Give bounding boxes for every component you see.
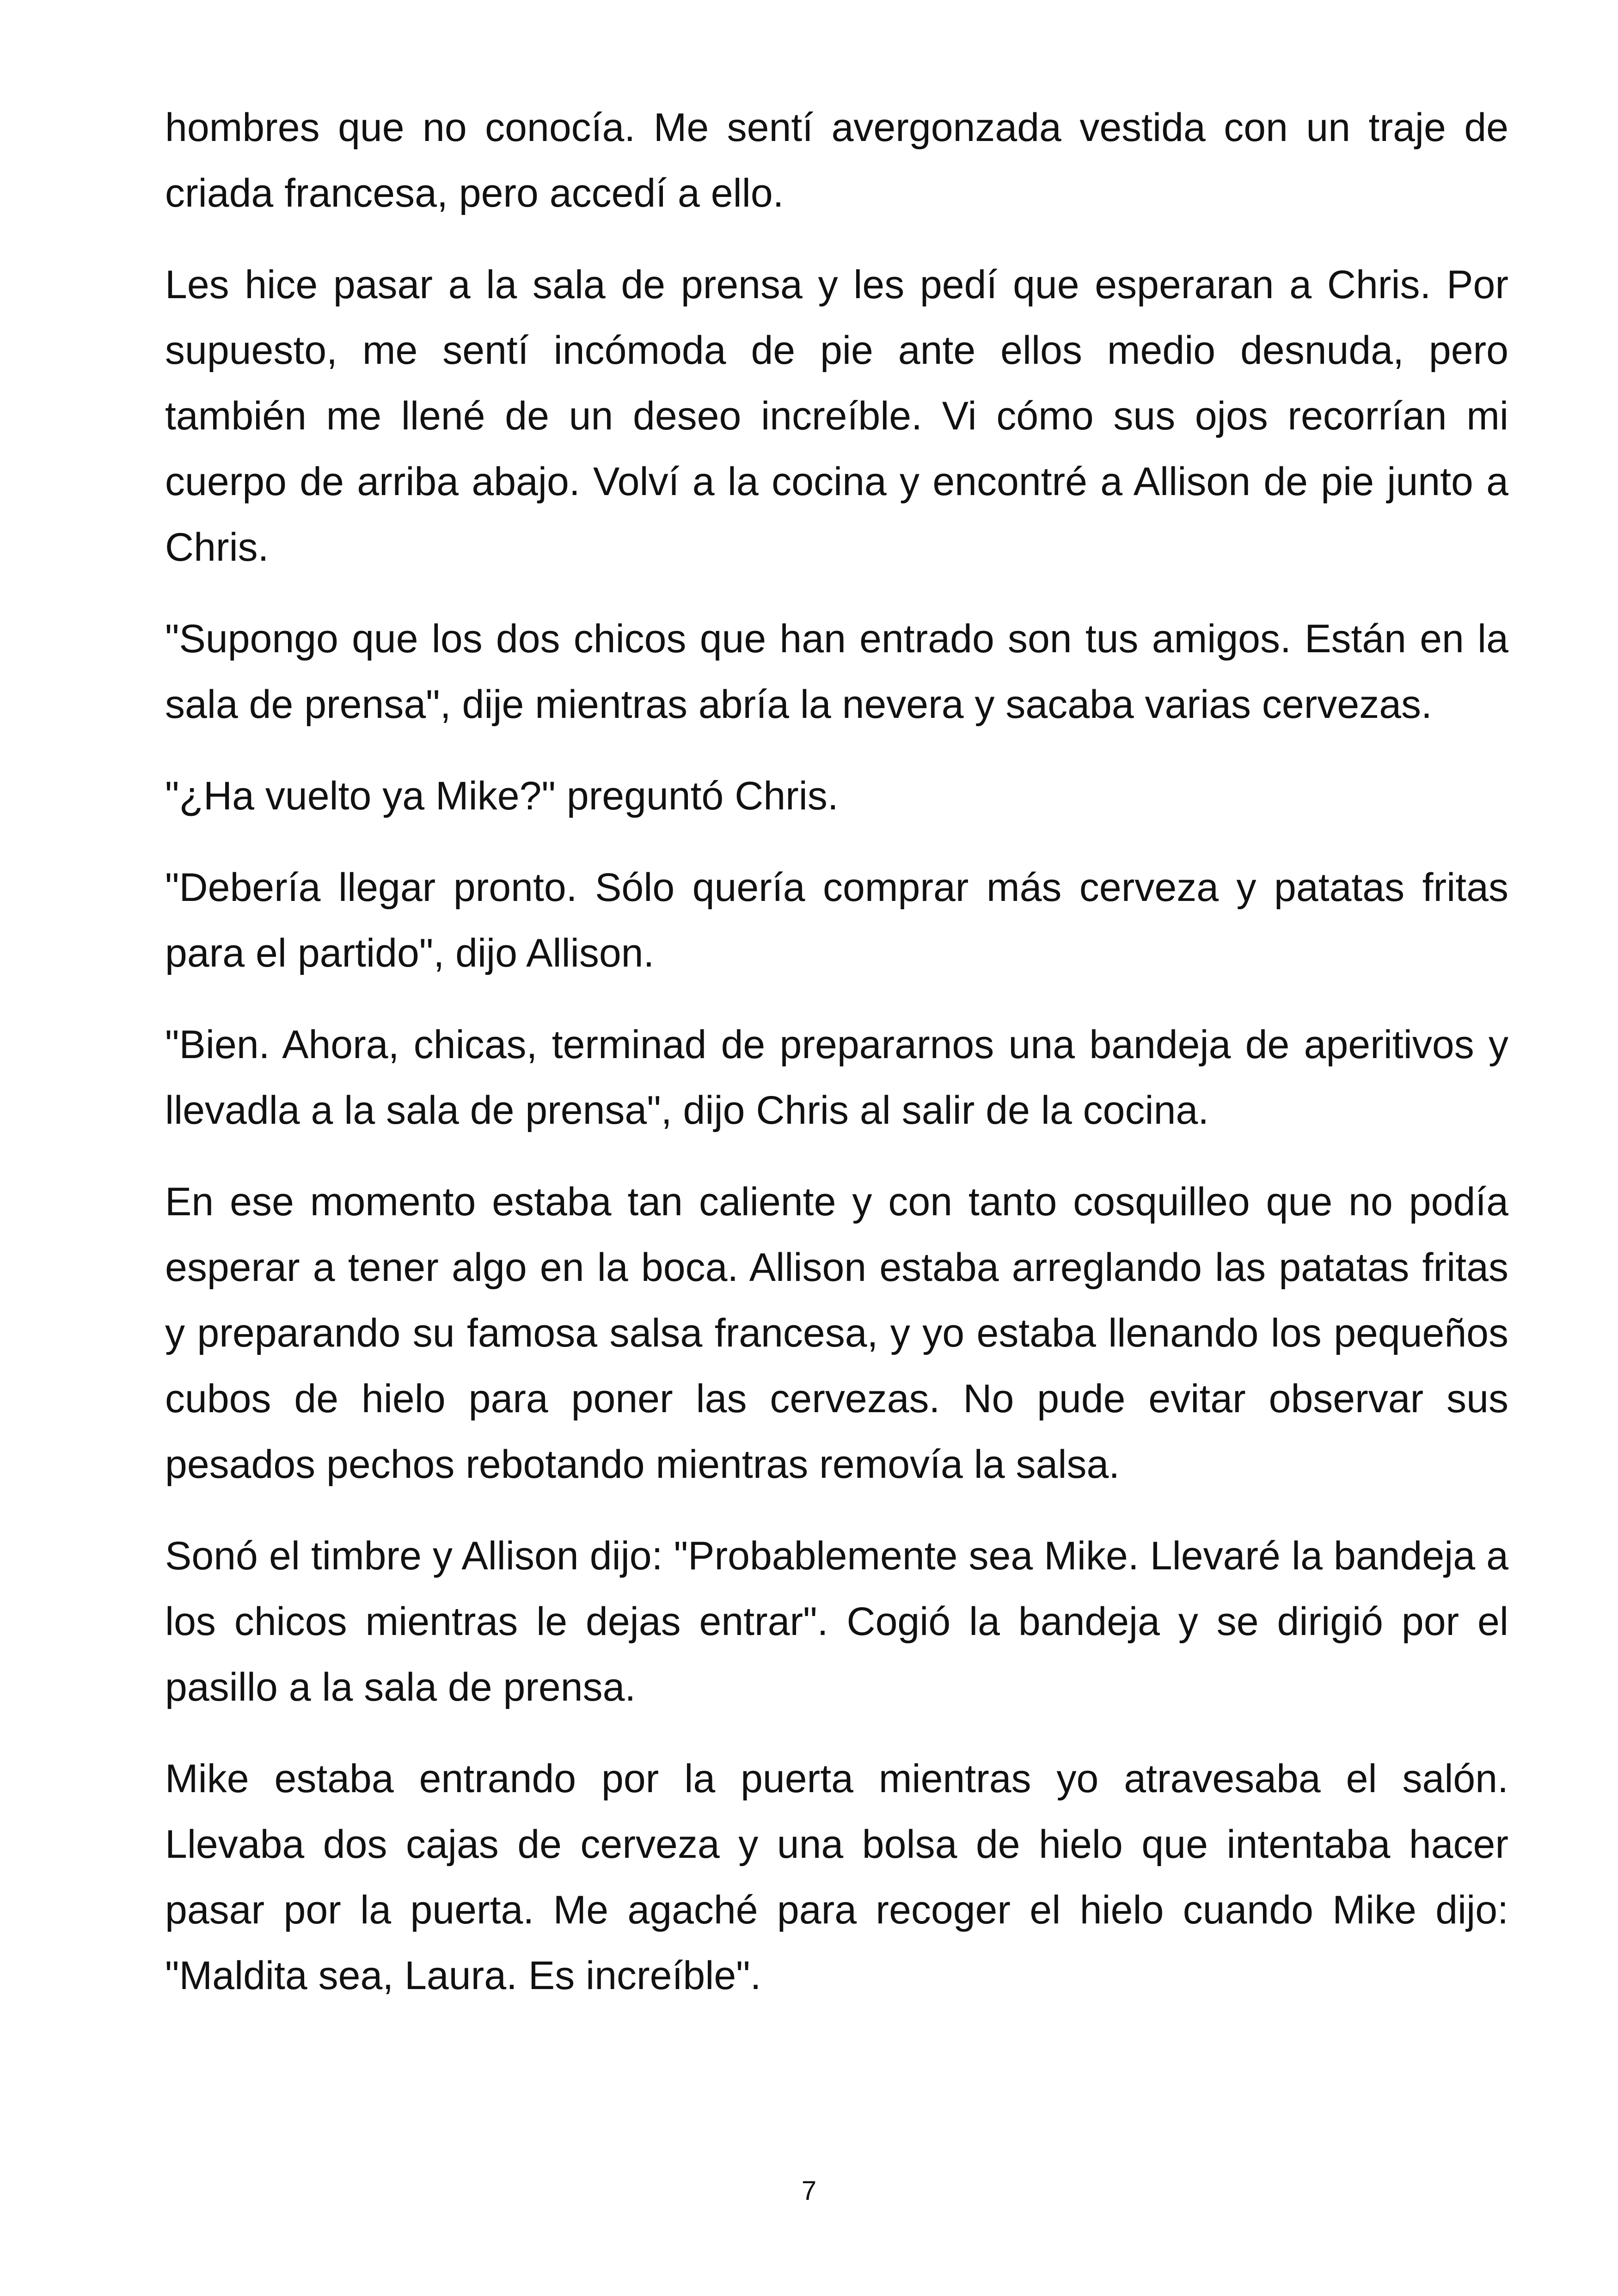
paragraph: "Bien. Ahora, chicas, terminad de prepararnos una bandeja de aperitivos y llevadla a la sala de prensa", dijo Chris al salir de la cocina. [165,1022,1508,1133]
paragraph: Les hice pasar a la sala de prensa y les pedí que esperaran a Chris. Por supuesto, me sentí incómoda de pie ante ellos medio desnuda, pero también me llené de un deseo increíble. Vi cómo sus ojos recorrían mi cuerpo de arriba abajo. Volví a la cocina y encontré a Allison de pie junto a Chris. [165,263,1508,569]
paragraph: "Debería llegar pronto. Sólo quería comprar más cerveza y patatas fritas para el partido", dijo Allison. [165,865,1508,975]
body-text [165,95,1508,2034]
page-number: 7 [801,2176,817,2206]
paragraph: Mike estaba entrando por la puerta mientras yo atravesaba el salón. Llevaba dos cajas de cerveza y una bolsa de hielo que intentaba hacer pasar por la puerta. Me agaché para recoger el hielo cuando Mike dijo: "Maldita sea, Laura. Es increíble". [165,1757,1508,1998]
paragraph: hombres que no conocía. Me sentí avergonzada vestida con un traje de criada francesa, pero accedí a ello. [165,105,1508,215]
paragraph: "¿Ha vuelto ya Mike?" preguntó Chris. [165,774,839,818]
paragraph: En ese momento estaba tan caliente y con tanto cosquilleo que no podía esperar a tener algo en la boca. Allison estaba arreglando las patatas fritas y preparando su famosa salsa francesa, y yo estaba llenando los pequeños cubos de hielo para poner las cervezas. No pude evitar observar sus pesados pechos rebotando mientras removía la salsa. [165,1180,1508,1487]
paragraph: Sonó el timbre y Allison dijo: "Probablemente sea Mike. Llevaré la bandeja a los chicos mientras le dejas entrar". Cogió la bandeja y se dirigió por el pasillo a la sala de prensa. [165,1534,1508,1709]
paragraph: "Supongo que los dos chicos que han entrado son tus amigos. Están en la sala de prensa", dije mientras abría la nevera y sacaba varias cervezas. [165,617,1508,727]
